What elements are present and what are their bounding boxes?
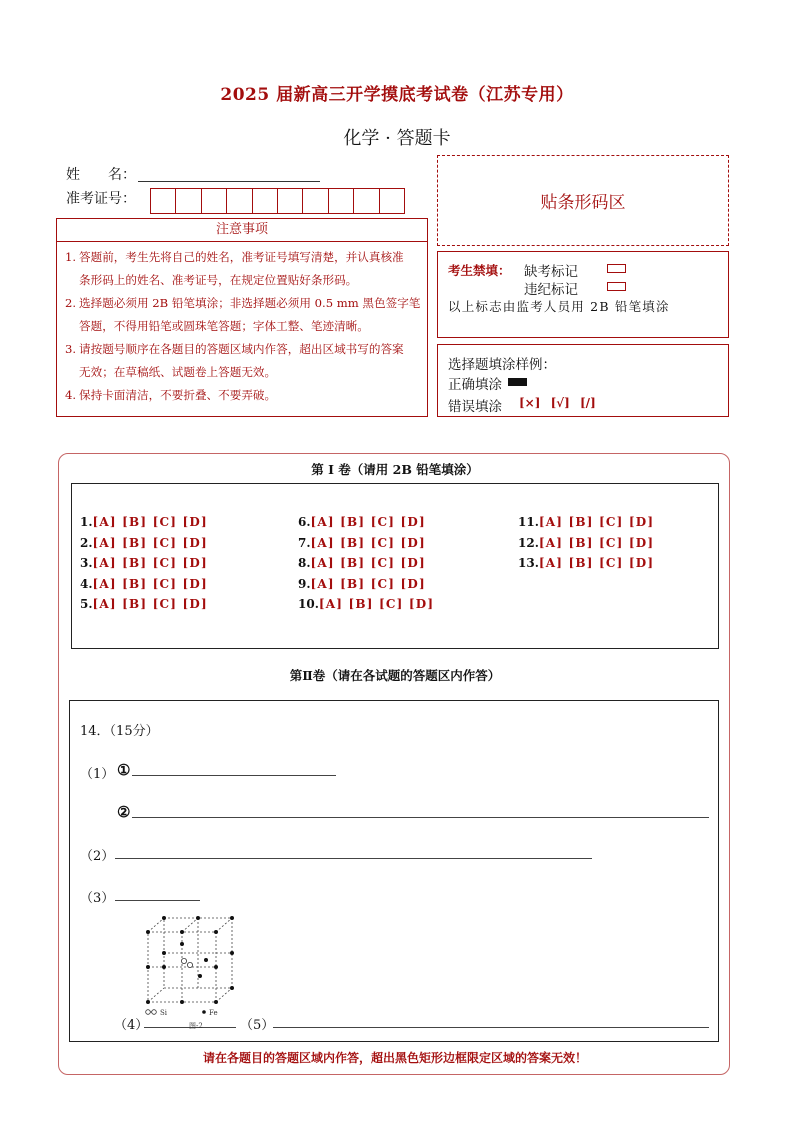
footer-warning: 请在各题目的答题区域内作答，超出黑色矩形边框限定区域的答案无效！	[202, 1051, 587, 1065]
sub-question-3-label: （3）	[80, 891, 115, 906]
exam-number-box[interactable]	[226, 188, 252, 214]
exam-number-box[interactable]	[353, 188, 379, 214]
sub-question-1-label: （1）	[80, 767, 115, 782]
examiner-only-panel	[437, 251, 729, 338]
notice-text: 保持卡面清洁，不要折叠、不要弄破。	[79, 388, 277, 402]
choice-question[interactable]	[80, 515, 208, 529]
legend-si-label: Si	[160, 1009, 168, 1017]
question-number: 2.	[80, 535, 93, 550]
notice-item	[65, 292, 421, 338]
choice-question[interactable]	[298, 515, 426, 529]
notice-text: 无效；在草稿纸、试题卷上答题无效。	[79, 365, 277, 379]
choice-question[interactable]	[298, 577, 426, 591]
question-14-heading: 14．（15分）	[80, 724, 159, 739]
barcode-area	[437, 155, 729, 246]
question-number: 1.	[80, 515, 93, 529]
answer-options[interactable]: [A] [B] [C] [D]	[92, 515, 208, 529]
question-number: 9.	[298, 576, 311, 591]
exam-number-box[interactable]	[379, 188, 405, 214]
crystal-structure-figure	[144, 914, 240, 1024]
figure-caption: 图-2	[189, 1022, 203, 1030]
legend-fe-label: Fe	[209, 1009, 218, 1017]
exam-number-boxes[interactable]	[151, 188, 405, 214]
name-field[interactable]	[138, 181, 320, 182]
answer-section	[58, 453, 730, 1075]
choice-question[interactable]	[298, 556, 426, 570]
violation-mark-box[interactable]	[607, 282, 626, 291]
notice-item	[65, 246, 421, 292]
answer-options[interactable]: [A] [B] [C] [D]	[310, 576, 426, 591]
question-number: 5.	[80, 597, 93, 612]
notice-item	[65, 338, 421, 384]
notice-number: 1.	[65, 250, 77, 264]
notice-number: 4.	[65, 388, 77, 402]
question-number: 7.	[298, 535, 311, 550]
forbid-note: 以上标志由监考人员用 2B 铅笔填涂	[448, 299, 670, 314]
exam-number-box[interactable]	[252, 188, 278, 214]
question-number: 3.	[80, 556, 93, 571]
notice-text: 选择题必须用 2B 铅笔填涂；非选择题必须用 0.5 mm 黑色签字笔	[79, 296, 421, 310]
absent-mark-label: 缺考标记	[524, 264, 578, 280]
notice-title: 注意事项	[56, 218, 428, 242]
exam-number-box[interactable]	[328, 188, 354, 214]
answer-options[interactable]: [A] [B] [C] [D]	[310, 515, 426, 529]
choice-question[interactable]	[518, 556, 654, 570]
question-number: 11.	[518, 515, 539, 529]
choice-question[interactable]	[298, 536, 426, 550]
answer-options[interactable]: [A] [B] [C] [D]	[318, 597, 435, 612]
answer-line-2[interactable]	[115, 858, 592, 859]
question-number: 12.	[518, 535, 539, 550]
fill-example-panel	[437, 344, 729, 417]
name-label: 姓 名：	[66, 167, 136, 183]
answer-options[interactable]: [A] [B] [C] [D]	[92, 535, 208, 550]
choice-answer-box	[71, 483, 719, 649]
page-title: 2025 届新高三开学摸底考试卷（江苏专用）	[220, 85, 574, 105]
choice-question[interactable]	[80, 556, 208, 570]
exam-number-box[interactable]	[201, 188, 227, 214]
choice-question[interactable]	[80, 536, 208, 550]
answer-options[interactable]: [A] [B] [C] [D]	[92, 556, 208, 571]
answer-options[interactable]: [A] [B] [C] [D]	[538, 535, 655, 550]
notice-text: 答题前，考生先将自己的姓名，准考证号填写清楚，并认真核准	[79, 250, 404, 264]
answer-line-1-2[interactable]	[132, 817, 709, 818]
notice-text: 答题，不得用铅笔或圆珠笔答题；字体工整、笔迹清晰。	[79, 319, 369, 333]
choice-question[interactable]	[80, 597, 208, 611]
question-number: 10.	[298, 597, 319, 612]
answer-options[interactable]: [A] [B] [C] [D]	[538, 515, 655, 529]
answer-line-5[interactable]	[273, 1027, 709, 1028]
absent-mark-box[interactable]	[607, 264, 626, 273]
sub-question-2-label: （2）	[80, 849, 115, 864]
part1-title: 第 I 卷（请用 2B 铅笔填涂）	[311, 462, 479, 477]
notice-text: 条形码上的姓名、准考证号，在规定位置贴好条形码。	[79, 273, 358, 287]
notice-number: 3.	[65, 342, 77, 356]
notice-item	[65, 384, 421, 407]
choice-question[interactable]	[80, 577, 208, 591]
answer-1-circle-1: ①	[117, 761, 131, 779]
exam-number-box[interactable]	[175, 188, 201, 214]
choice-question[interactable]	[518, 515, 654, 529]
card-subtitle: 化学 · 答题卡	[343, 128, 451, 149]
choice-question[interactable]	[518, 536, 654, 550]
correct-fill-sample	[508, 378, 527, 386]
barcode-label: 贴条形码区	[540, 193, 626, 213]
notice-number: 2.	[65, 296, 77, 310]
exam-number-label: 准考证号：	[66, 191, 136, 207]
question-number: 13.	[518, 556, 539, 571]
question-14-answer-box	[69, 700, 719, 1042]
answer-options[interactable]: [A] [B] [C] [D]	[92, 576, 208, 591]
exam-number-box[interactable]	[277, 188, 303, 214]
answer-line-3[interactable]	[115, 900, 200, 901]
sub-question-5-label: （5）	[240, 1018, 275, 1033]
choice-question[interactable]	[298, 597, 434, 611]
answer-1-circle-2: ②	[117, 803, 131, 821]
sub-question-4-label: （4）	[114, 1018, 149, 1033]
part2-title: 第Ⅱ卷（请在各试题的答题区内作答）	[289, 668, 501, 683]
fill-example-title: 选择题填涂样例：	[448, 357, 556, 373]
question-number: 4.	[80, 576, 93, 591]
notice-text: 请按题号顺序在各题目的答题区域内作答，超出区域书写的答案	[79, 342, 404, 356]
question-number: 6.	[298, 515, 311, 529]
question-number: 8.	[298, 556, 311, 571]
answer-options[interactable]: [A] [B] [C] [D]	[310, 556, 426, 571]
forbid-label: 考生禁填：	[448, 263, 511, 278]
violation-mark-label: 违纪标记	[524, 282, 578, 298]
exam-number-box[interactable]	[150, 188, 176, 214]
answer-options[interactable]: [A] [B] [C] [D]	[92, 597, 208, 612]
answer-line-1-1[interactable]	[132, 775, 336, 776]
wrong-fill-samples: [×] [√] [/]	[519, 396, 596, 410]
correct-fill-label: 正确填涂	[448, 377, 502, 393]
answer-options[interactable]: [A] [B] [C] [D]	[538, 556, 655, 571]
answer-options[interactable]: [A] [B] [C] [D]	[310, 535, 426, 550]
exam-number-box[interactable]	[302, 188, 328, 214]
wrong-fill-label: 错误填涂	[448, 399, 502, 415]
notice-list	[56, 242, 428, 417]
